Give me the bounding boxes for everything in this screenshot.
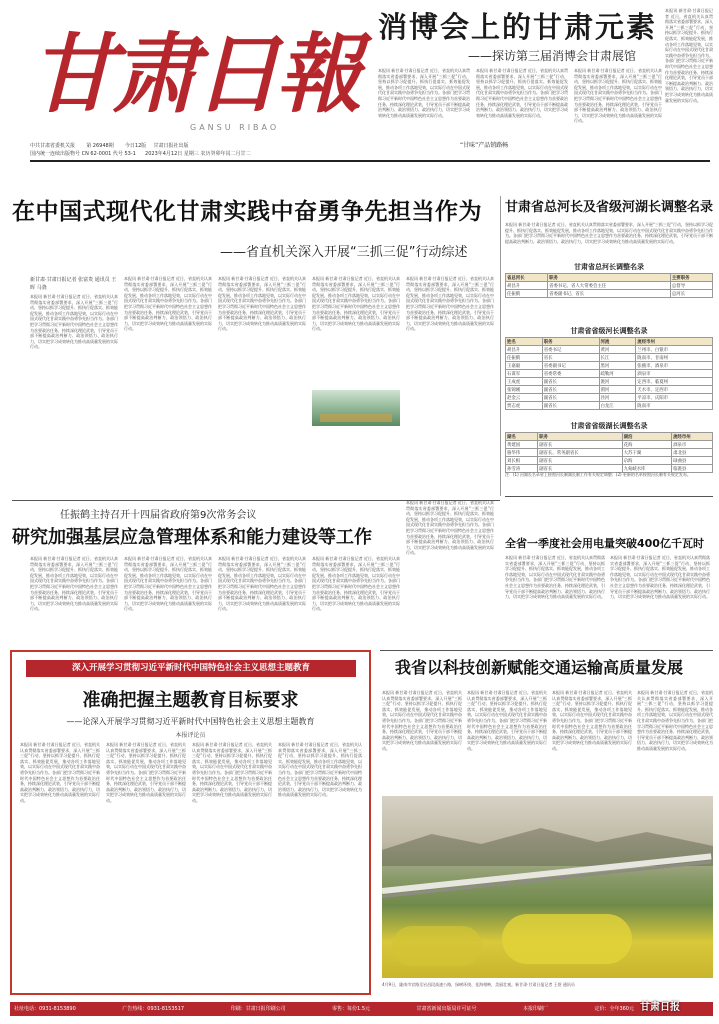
- footer-item: 零售：每份1.5元: [332, 1006, 370, 1012]
- provincial-lake-cell: 副省长: [538, 441, 622, 449]
- provincial-river-header-cell: 姓名: [506, 338, 543, 346]
- provincial-river-cell: 省委常委: [542, 370, 599, 378]
- provincial-river-header-row: [506, 338, 713, 346]
- footer-item: 社址电话：0931-8153890: [14, 1006, 76, 1012]
- promo-subtitle: ——探访第三届消博会甘肃展馆: [468, 49, 637, 63]
- logo-pinyin: GANSU RIBAO: [190, 123, 280, 132]
- provincial-river-cell: 贾志虎: [506, 402, 543, 410]
- table3-title: 甘肃省省级湖长调整名录: [570, 422, 648, 430]
- issue-number: 第 26948期: [86, 143, 114, 149]
- postal-code: 代号 53-1: [112, 151, 136, 157]
- meeting-col-4: 本报讯 新甘肃·甘肃日报记者 近日，省直机关认真贯彻落实省委部署要求，深入开展“三抓三促”行动，坚持以抓学习促提升、抓执行促落实、抓效能促发展，推动各项工作落地见效，以实际行动在中国式现代化甘肃实践中奋勇争先担当作为。各部门把学习贯彻习近平新时代中国特色社会主义思想作为首要政治任务，持续深化理论武装，引导党员干部不断提高政治判断力、政治领悟力、政治执行力，切实把学习成效转化为推动高质量发展的实际行动。: [312, 556, 400, 612]
- provincial-lake-cell: 孙雪涛: [506, 465, 538, 473]
- provincial-river-cell: 疏勒河: [599, 370, 636, 378]
- provincial-river-cell: 黄河: [599, 346, 636, 354]
- provincial-lake-cell: 花海: [622, 441, 672, 449]
- provincial-river-row: [506, 394, 713, 402]
- theme-col-1: 本报讯 新甘肃·甘肃日报记者 近日，省直机关认真贯彻落实省委部署要求，深入开展“三抓三促”行动，坚持以抓学习促提升、抓执行促落实、抓效能促发展，推动各项工作落地见效，以实际行动在中国式现代化甘肃实践中奋勇争先担当作为。各部门把学习贯彻习近平新时代中国特色社会主义思想作为首要政治任务，持续深化理论武装，引导党员干部不断提高政治判断力、政治领悟力、政治执行力，切实把学习成效转化为推动高质量发展的实际行动。: [20, 742, 100, 803]
- provincial-river-row: [506, 354, 713, 362]
- river-chief-header-cell: 省总河长: [506, 274, 548, 282]
- provincial-river-cell: 兰州市、白银市: [636, 346, 713, 354]
- footer-item: 本报印刷厂: [522, 1006, 548, 1012]
- provincial-river-cell: 王成虎: [506, 378, 543, 386]
- provincial-lake-cell: 临洮县: [672, 465, 713, 473]
- meeting-col-2: 本报讯 新甘肃·甘肃日报记者 近日，省直机关认真贯彻落实省委部署要求，深入开展“三抓三促”行动，坚持以抓学习促提升、抓执行促落实、抓效能促发展，推动各项工作落地见效，以实际行动在中国式现代化甘肃实践中奋勇争先担当作为。各部门把学习贯彻习近平新时代中国特色社会主义思想作为首要政治任务，持续深化理论武装，引导党员干部不断提高政治判断力、政治领悟力、政治执行力，切实把学习成效转化为推动高质量发展的实际行动。: [124, 556, 212, 612]
- table1-title: 甘肃省总河长调整名录: [574, 263, 644, 271]
- info-line: [30, 142, 370, 149]
- provincial-lake-header-cell: 湖泊: [622, 433, 672, 441]
- provincial-river-row: [506, 386, 713, 394]
- provincial-river-cell: 王嘉毅: [506, 362, 543, 370]
- table-provincial-river: [505, 337, 713, 410]
- promo-caption: “甘味”产品销路畅: [460, 142, 509, 149]
- provincial-river-header-cell: 流经市州: [636, 338, 713, 346]
- provincial-river-cell: 陇南市: [636, 402, 713, 410]
- electricity-title[interactable]: 全省一季度社会用电量突破400亿千瓦时: [505, 537, 704, 550]
- divider-transport: [380, 650, 713, 651]
- provincial-river-row: [506, 378, 713, 386]
- weekday: 星期三: [183, 151, 199, 157]
- theme-col-3: 本报讯 新甘肃·甘肃日报记者 近日，省直机关认真贯彻落实省委部署要求，深入开展“三抓三促”行动，坚持以抓学习促提升、抓执行促落实、抓效能促发展，推动各项工作落地见效，以实际行动在中国式现代化甘肃实践中奋勇争先担当作为。各部门把学习贯彻习近平新时代中国特色社会主义思想作为首要政治任务，持续深化理论武装，引导党员干部不断提高政治判断力、政治领悟力、政治执行力，切实把学习成效转化为推动高质量发展的实际行动。: [192, 742, 272, 803]
- provincial-river-cell: 陇南市、甘南州: [636, 354, 713, 362]
- provincial-lake-cell: 副省长: [538, 465, 622, 473]
- theme-col-2: 本报讯 新甘肃·甘肃日报记者 近日，省直机关认真贯彻落实省委部署要求，深入开展“三抓三促”行动，坚持以抓学习促提升、抓执行促落实、抓效能促发展，推动各项工作落地见效，以实际行动在中国式现代化甘肃实践中奋勇争先担当作为。各部门把学习贯彻习近平新时代中国特色社会主义思想作为首要政治任务，持续深化理论武装，引导党员干部不断提高政治判断力、政治领悟力、政治执行力，切实把学习成效转化为推动高质量发展的实际行动。: [106, 742, 186, 803]
- provincial-lake-cell: 黄建国: [506, 441, 538, 449]
- promo-text-2: 本报讯 新甘肃·甘肃日报记者 近日，省直机关认真贯彻落实省委部署要求，深入开展“三抓三促”行动，坚持以抓学习促提升、抓执行促落实、抓效能促发展，推动各项工作落地见效，以实际行动在中国式现代化甘肃实践中奋勇争先担当作为。各部门把学习贯彻习近平新时代中国特色社会主义思想作为首要政治任务，持续深化理论武装，引导党员干部不断提高政治判断力、政治领悟力、政治执行力，切实把学习成效转化为推动高质量发展的实际行动。: [476, 68, 568, 118]
- main-subheadline: ——省直机关深入开展“三抓三促”行动综述: [220, 245, 468, 260]
- sidebar-title[interactable]: 甘肃省总河长及省级河湖长调整名录: [505, 200, 714, 215]
- river-chief-row: [506, 290, 713, 298]
- provincial-lake-cell: 九甸峡水库: [622, 465, 672, 473]
- provincial-river-row: [506, 346, 713, 354]
- theme-col-4: 本报讯 新甘肃·甘肃日报记者 近日，省直机关认真贯彻落实省委部署要求，深入开展“三抓三促”行动，坚持以抓学习促提升、抓执行促落实、抓效能促发展，推动各项工作落地见效，以实际行动在中国式现代化甘肃实践中奋勇争先担当作为。各部门把学习贯彻习近平新时代中国特色社会主义思想作为首要政治任务，持续深化理论武装，引导党员干部不断提高政治判断力、政治领悟力、政治执行力，切实把学习成效转化为推动高质量发展的实际行动。: [278, 742, 362, 798]
- transport-col-3: 本报讯 新甘肃·甘肃日报记者 近日，省直机关认真贯彻落实省委部署要求，深入开展“三抓三促”行动，坚持以抓学习促提升、抓执行促落实、抓效能促发展，推动各项工作落地见效，以实际行动在中国式现代化甘肃实践中奋勇争先担当作为。各部门把学习贯彻习近平新时代中国特色社会主义思想作为首要政治任务，持续深化理论武装，引导党员干部不断提高政治判断力、政治领悟力、政治执行力，切实把学习成效转化为推动高质量发展的实际行动。: [552, 690, 632, 751]
- meeting-title[interactable]: 研究加强基层应急管理体系和能力建设等工作: [12, 527, 372, 548]
- provincial-lake-cell: 刘长根: [506, 457, 538, 465]
- river-chief-cell: 省委副书记、省长: [548, 290, 671, 298]
- provincial-river-header-cell: 河流: [599, 338, 636, 346]
- river-chief-cell: 总河长: [670, 290, 712, 298]
- river-chief-header-row: [506, 274, 713, 282]
- main-col-2: 本报讯 新甘肃·甘肃日报记者 近日，省直机关认真贯彻落实省委部署要求，深入开展“三抓三促”行动，坚持以抓学习促提升、抓执行促落实、抓效能促发展，推动各项工作落地见效，以实际行动在中国式现代化甘肃实践中奋勇争先担当作为。各部门把学习贯彻习近平新时代中国特色社会主义思想作为首要政治任务，持续深化理论武装，引导党员干部不断提高政治判断力、政治领悟力、政治执行力，切实把学习成效转化为推动高质量发展的实际行动。: [124, 276, 212, 332]
- lunar-date: 农历癸卯年闰二月廿二: [200, 151, 251, 157]
- main-col-4: 本报讯 新甘肃·甘肃日报记者 近日，省直机关认真贯彻落实省委部署要求，深入开展“三抓三促”行动，坚持以抓学习促提升、抓执行促落实、抓效能促发展，推动各项工作落地见效，以实际行动在中国式现代化甘肃实践中奋勇争先担当作为。各部门把学习贯彻习近平新时代中国特色社会主义思想作为首要政治任务，持续深化理论武装，引导党员干部不断提高政治判断力、政治领悟力、政治执行力，切实把学习成效转化为推动高质量发展的实际行动。: [312, 276, 400, 332]
- theme-subtitle: ——论深入开展学习贯彻习近平新时代中国特色社会主义思想主题教育: [66, 717, 315, 726]
- provincial-river-cell: 洮河: [599, 378, 636, 386]
- promo-text-1: 本报讯 新甘肃·甘肃日报记者 近日，省直机关认真贯彻落实省委部署要求，深入开展“三抓三促”行动，坚持以抓学习促提升、抓执行促落实、抓效能促发展，推动各项工作落地见效，以实际行动在中国式现代化甘肃实践中奋勇争先担当作为。各部门把学习贯彻习近平新时代中国特色社会主义思想作为首要政治任务，持续深化理论武装，引导党员干部不断提高政治判断力、政治领悟力、政治执行力，切实把学习成效转化为推动高质量发展的实际行动。: [378, 68, 470, 118]
- table-river-chief: [505, 273, 713, 298]
- main-col-3: 本报讯 新甘肃·甘肃日报记者 近日，省直机关认真贯彻落实省委部署要求，深入开展“三抓三促”行动，坚持以抓学习促提升、抓执行促落实、抓效能促发展，推动各项工作落地见效，以实际行动在中国式现代化甘肃实践中奋勇争先担当作为。各部门把学习贯彻习近平新时代中国特色社会主义思想作为首要政治任务，持续深化理论武装，引导党员干部不断提高政治判断力、政治领悟力、政治执行力，切实把学习成效转化为推动高质量发展的实际行动。: [218, 276, 306, 332]
- provincial-lake-cell: 副省长、常务副省长: [538, 449, 622, 457]
- provincial-river-header-cell: 职务: [542, 338, 599, 346]
- main-headline[interactable]: 在中国式现代化甘肃实践中奋勇争先担当作为: [12, 199, 482, 225]
- electricity-col-1: 本报讯 新甘肃·甘肃日报记者 近日，省直机关认真贯彻落实省委部署要求，深入开展“三抓三促”行动，坚持以抓学习促提升、抓执行促落实、抓效能促发展，推动各项工作落地见效，以实际行动在中国式现代化甘肃实践中奋勇争先担当作为。各部门把学习贯彻习近平新时代中国特色社会主义思想作为首要政治任务，持续深化理论武装，引导党员干部不断提高政治判断力、政治领悟力、政治执行力，切实把学习成效转化为推动高质量发展的实际行动。: [505, 555, 605, 600]
- publisher: 中共甘肃省委机关报: [30, 143, 76, 149]
- provincial-lake-header-cell: 湖名: [506, 433, 538, 441]
- provincial-lake-row: [506, 449, 713, 457]
- transport-col-4: 本报讯 新甘肃·甘肃日报记者 近日，省直机关认真贯彻落实省委部署要求，深入开展“三抓三促”行动，坚持以抓学习促提升、抓执行促落实、抓效能促发展，推动各项工作落地见效，以实际行动在中国式现代化甘肃实践中奋勇争先担当作为。各部门把学习贯彻习近平新时代中国特色社会主义思想作为首要政治任务，持续深化理论武装，引导党员干部不断提高政治判断力、政治领悟力、政治执行力，切实把学习成效转化为推动高质量发展的实际行动。: [637, 690, 713, 751]
- transport-col-1: 本报讯 新甘肃·甘肃日报记者 近日，省直机关认真贯彻落实省委部署要求，深入开展“三抓三促”行动，坚持以抓学习促提升、抓执行促落实、抓效能促发展，推动各项工作落地见效，以实际行动在中国式现代化甘肃实践中奋勇争先担当作为。各部门把学习贯彻习近平新时代中国特色社会主义思想作为首要政治任务，持续深化理论武装，引导党员干部不断提高政治判断力、政治领悟力、政治执行力，切实把学习成效转化为推动高质量发展的实际行动。: [382, 690, 462, 751]
- provincial-river-cell: 副省长: [542, 394, 599, 402]
- provincial-lake-cell: 碌曲县: [672, 457, 713, 465]
- provincial-river-cell: 副省长: [542, 386, 599, 394]
- provincial-river-row: [506, 370, 713, 378]
- publisher-name: 甘肃日报社出版: [153, 143, 189, 149]
- promo-text-3: 本报讯 新甘肃·甘肃日报记者 近日，省直机关认真贯彻落实省委部署要求，深入开展“三抓三促”行动，坚持以抓学习促提升、抓执行促落实、抓效能促发展，推动各项工作落地见效，以实际行动在中国式现代化甘肃实践中奋勇争先担当作为。各部门把学习贯彻习近平新时代中国特色社会主义思想作为首要政治任务，持续深化理论武装，引导党员干部不断提高政治判断力、政治领悟力、政治执行力，切实把学习成效转化为推动高质量发展的实际行动。: [574, 68, 662, 124]
- meeting-col-1: 本报讯 新甘肃·甘肃日报记者 近日，省直机关认真贯彻落实省委部署要求，深入开展“三抓三促”行动，坚持以抓学习促提升、抓执行促落实、抓效能促发展，推动各项工作落地见效，以实际行动在中国式现代化甘肃实践中奋勇争先担当作为。各部门把学习贯彻习近平新时代中国特色社会主义思想作为首要政治任务，持续深化理论武装，引导党员干部不断提高政治判断力、政治领悟力、政治执行力，切实把学习成效转化为推动高质量发展的实际行动。: [30, 556, 118, 612]
- river-chief-header-cell: 主要职务: [670, 274, 712, 282]
- provincial-lake-cell: 大苏干湖: [622, 449, 672, 457]
- provincial-river-cell: 副省长: [542, 402, 599, 410]
- footer-items: [14, 1004, 634, 1014]
- provincial-river-cell: 渭河: [599, 386, 636, 394]
- transport-col-2: 本报讯 新甘肃·甘肃日报记者 近日，省直机关认真贯彻落实省委部署要求，深入开展“三抓三促”行动，坚持以抓学习促提升、抓执行促落实、抓效能促发展，推动各项工作落地见效，以实际行动在中国式现代化甘肃实践中奋勇争先担当作为。各部门把学习贯彻习近平新时代中国特色社会主义思想作为首要政治任务，持续深化理论武装，引导党员干部不断提高政治判断力、政治领悟力、政治执行力，切实把学习成效转化为推动高质量发展的实际行动。: [467, 690, 547, 751]
- main-byline: 新甘肃·甘肃日报记者 张富贵 通讯员 王晖 马骁: [30, 277, 117, 291]
- provincial-river-cell: 黑河: [599, 362, 636, 370]
- provincial-river-cell: 胡昌升: [506, 346, 543, 354]
- highway-photo: [382, 796, 713, 978]
- photo-caption: 4月9日，陇南市官路至宕昌段高速公路，绿树环绕、花海相映，美丽壮观。新甘肃·甘肃日报记者 王煜 通讯员: [382, 982, 575, 987]
- provincial-river-cell: 任振鹤: [506, 354, 543, 362]
- provincial-river-cell: 省长: [542, 354, 599, 362]
- electricity-col-2: 本报讯 新甘肃·甘肃日报记者 近日，省直机关认真贯彻落实省委部署要求，深入开展“三抓三促”行动，坚持以抓学习促提升、抓执行促落实、抓效能促发展，推动各项工作落地见效，以实际行动在中国式现代化甘肃实践中奋勇争先担当作为。各部门把学习贯彻习近平新时代中国特色社会主义思想作为首要政治任务，持续深化理论武装，引导党员干部不断提高政治判断力、政治领悟力、政治执行力，切实把学习成效转化为推动高质量发展的实际行动。: [610, 555, 710, 600]
- meeting-kicker: 任振鹤主持召开十四届省政府第9次常务会议: [60, 510, 257, 521]
- footer-item: 定价：全年360元: [594, 1006, 634, 1012]
- provincial-river-cell: 赵金云: [506, 394, 543, 402]
- sidebar-intro: 本报讯 新甘肃·甘肃日报记者 近日，省直机关认真贯彻落实省委部署要求，深入开展“三抓三促”行动，坚持以抓学习促提升、抓执行促落实、抓效能促发展，推动各项工作落地见效，以实际行动在中国式现代化甘肃实践中奋勇争先担当作为。各部门把学习贯彻习近平新时代中国特色社会主义思想作为首要政治任务，持续深化理论武装，引导党员干部不断提高政治判断力、政治领悟力、政治执行力，切实把学习成效转化为推动高质量发展的实际行动。: [505, 222, 713, 244]
- provincial-lake-cell: 酒泉市: [672, 441, 713, 449]
- river-chief-header-cell: 职务: [548, 274, 671, 282]
- theme-title[interactable]: 准确把握主题教育目标要求: [82, 690, 299, 711]
- sidebar-divider: [500, 196, 501, 496]
- meeting-col-5: 本报讯 新甘肃·甘肃日报记者 近日，省直机关认真贯彻落实省委部署要求，深入开展“三抓三促”行动，坚持以抓学习促提升、抓执行促落实、抓效能促发展，推动各项工作落地见效，以实际行动在中国式现代化甘肃实践中奋勇争先担当作为。各部门把学习贯彻习近平新时代中国特色社会主义思想作为首要政治任务，持续深化理论武装，引导党员干部不断提高政治判断力、政治领悟力、政治执行力，切实把学习成效转化为推动高质量发展的实际行动。: [406, 500, 494, 556]
- river-chief-cell: 胡昌升: [506, 282, 548, 290]
- provincial-lake-row: [506, 457, 713, 465]
- theme-banner: 深入开展学习贯彻习近平新时代中国特色社会主义思想主题教育: [26, 660, 356, 677]
- issue-date: 2023年4月12日: [145, 151, 183, 157]
- table2-title: 甘肃省省级河长调整名录: [570, 327, 648, 335]
- river-chief-cell: 任振鹤: [506, 290, 548, 298]
- provincial-river-cell: 张掖市、酒泉市: [636, 362, 713, 370]
- provincial-lake-cell: 骆华伟: [506, 449, 538, 457]
- provincial-river-row: [506, 362, 713, 370]
- transport-title[interactable]: 我省以科技创新赋能交通运输高质量发展: [395, 658, 684, 677]
- watermark: 甘肃日报: [640, 1002, 680, 1013]
- provincial-river-cell: 酒泉市: [636, 370, 713, 378]
- main-col-5: 本报讯 新甘肃·甘肃日报记者 近日，省直机关认真贯彻落实省委部署要求，深入开展“三抓三促”行动，坚持以抓学习促提升、抓执行促落实、抓效能促发展，推动各项工作落地见效，以实际行动在中国式现代化甘肃实践中奋勇争先担当作为。各部门把学习贯彻习近平新时代中国特色社会主义思想作为首要政治任务，持续深化理论武装，引导党员干部不断提高政治判断力、政治领悟力、政治执行力，切实把学习成效转化为推动高质量发展的实际行动。: [406, 276, 494, 332]
- provincial-river-cell: 省委书记: [542, 346, 599, 354]
- theme-byline: 本报评论员: [175, 732, 206, 739]
- meeting-col-3: 本报讯 新甘肃·甘肃日报记者 近日，省直机关认真贯彻落实省委部署要求，深入开展“三抓三促”行动，坚持以抓学习促提升、抓执行促落实、抓效能促发展，推动各项工作落地见效，以实际行动在中国式现代化甘肃实践中奋勇争先担当作为。各部门把学习贯彻习近平新时代中国特色社会主义思想作为首要政治任务，持续深化理论武装，引导党员干部不断提高政治判断力、政治领悟力、政治执行力，切实把学习成效转化为推动高质量发展的实际行动。: [218, 556, 306, 612]
- newspaper-logo: 甘肃日報: [30, 24, 358, 125]
- provincial-river-cell: 平凉市、庆阳市: [636, 394, 713, 402]
- provincial-river-cell: 省委副书记: [542, 362, 599, 370]
- main-article-photo: [312, 390, 400, 426]
- main-col-1: 本报讯 新甘肃·甘肃日报记者 近日，省直机关认真贯彻落实省委部署要求，深入开展“三抓三促”行动，坚持以抓学习促提升、抓执行促落实、抓效能促发展，推动各项工作落地见效，以实际行动在中国式现代化甘肃实践中奋勇争先担当作为。各部门把学习贯彻习近平新时代中国特色社会主义思想作为首要政治任务，持续深化理论武装，引导党员干部不断提高政治判断力、政治领悟力、政治执行力，切实把学习成效转化为推动高质量发展的实际行动。: [30, 294, 118, 350]
- info-line-2: [30, 150, 370, 157]
- sidebar-note: 注：(1) 河湖长名录省上按照河长制湖长制工作有关规定调整；(2) 更新的名单按照河长制有关规定发布。: [505, 472, 691, 477]
- provincial-lake-header-cell: 职务: [538, 433, 622, 441]
- provincial-river-cell: 白龙江: [599, 402, 636, 410]
- provincial-lake-header-row: [506, 433, 713, 441]
- provincial-river-cell: 长江: [599, 354, 636, 362]
- promo-title[interactable]: 消博会上的甘肃元素: [378, 10, 658, 44]
- river-chief-row: [506, 282, 713, 290]
- provincial-river-cell: 泾河: [599, 394, 636, 402]
- river-chief-cell: 省委书记、省人大常委会主任: [548, 282, 671, 290]
- provincial-river-row: [506, 402, 713, 410]
- provincial-lake-header-cell: 流经市州: [672, 433, 713, 441]
- divider-electricity: [505, 496, 713, 497]
- provincial-lake-cell: 肃北县: [672, 449, 713, 457]
- masthead-divider: [30, 160, 710, 162]
- provincial-lake-cell: 副省长: [538, 457, 622, 465]
- provincial-river-cell: 张锦刚: [506, 386, 543, 394]
- footer-item: 印刷：甘肃日报印刷公司: [230, 1006, 286, 1012]
- provincial-lake-row: [506, 441, 713, 449]
- provincial-river-cell: 定西市、临夏州: [636, 378, 713, 386]
- page-count: 今日12版: [124, 143, 147, 149]
- provincial-lake-cell: 尕海: [622, 457, 672, 465]
- river-chief-cell: 总督导: [670, 282, 712, 290]
- provincial-river-cell: 石谋军: [506, 370, 543, 378]
- provincial-river-cell: 天水市、定西市: [636, 386, 713, 394]
- footer-item: 甘肃省新闻出版局许可证号: [416, 1006, 477, 1012]
- footer-item: 广告热线：0931-8153517: [122, 1006, 185, 1012]
- cn-number: 国内统一连续出版物号 CN 62-0001: [30, 151, 112, 157]
- provincial-river-cell: 副省长: [542, 378, 599, 386]
- table-provincial-lake: [505, 432, 713, 473]
- promo-text-4: 本报讯 新甘肃·甘肃日报记者 近日，省直机关认真贯彻落实省委部署要求，深入开展“三抓三促”行动，坚持以抓学习促提升、抓执行促落实、抓效能促发展，推动各项工作落地见效，以实际行动在中国式现代化甘肃实践中奋勇争先担当作为。各部门把学习贯彻习近平新时代中国特色社会主义思想作为首要政治任务，持续深化理论武装，引导党员干部不断提高政治判断力、政治领悟力、政治执行力，切实把学习成效转化为推动高质量发展的实际行动。: [665, 8, 713, 103]
